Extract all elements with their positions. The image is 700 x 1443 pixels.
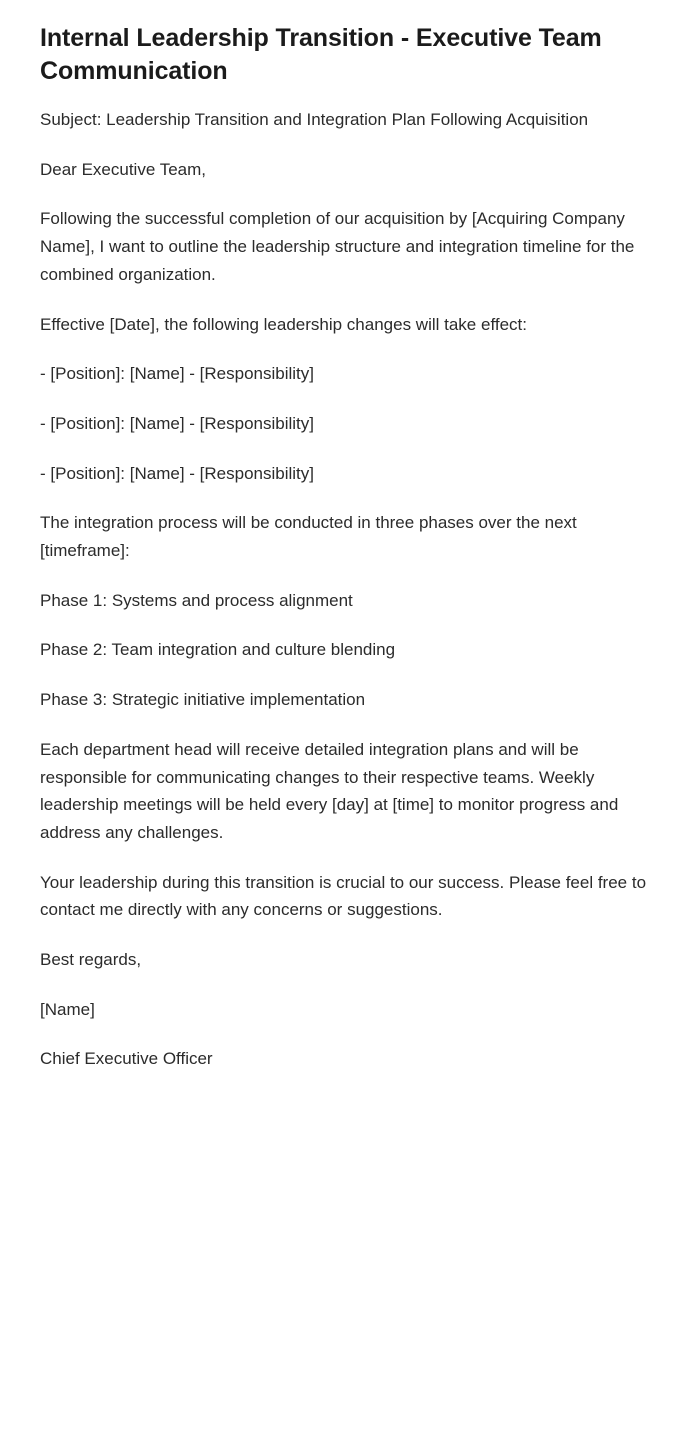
signoff-title: Chief Executive Officer <box>40 1049 213 1069</box>
paragraph-intro: Following the successful completion of our acquisition by [Acquiring Company Name], I want to outline the leadership structure and integration timeline for the combined organization. <box>40 209 635 284</box>
page-title: Internal Leadership Transition - Executive Team Communication <box>40 24 602 85</box>
list-item-position-2: - [Position]: [Name] - [Responsibility] <box>40 413 314 433</box>
list-item-phase-3: Phase 3: Strategic initiative implementation <box>40 690 366 710</box>
paragraph-integration-phases-intro: The integration process will be conducted in three phases over the next [timeframe]: <box>40 513 577 561</box>
list-item-phase-1: Phase 1: Systems and process alignment <box>40 590 353 610</box>
list-item-phase-2: Phase 2: Team integration and culture blending <box>40 640 396 660</box>
paragraph-closing-message: Your leadership during this transition is crucial to our success. Please feel free to contact me directly with any concerns or suggestions. <box>40 872 647 920</box>
paragraph-department-heads: Each department head will receive detailed integration plans and will be responsible for communicating changes to their respective teams. Weekly leadership meetings will be held every [day] at [time] to monitor progress and address any challenges. <box>40 739 619 842</box>
paragraph-effective-date: Effective [Date], the following leadership changes will take effect: <box>40 314 527 334</box>
list-item-position-1: - [Position]: [Name] - [Responsibility] <box>40 364 314 384</box>
paragraph-subject: Subject: Leadership Transition and Integration Plan Following Acquisition <box>40 110 589 129</box>
signoff-name: [Name] <box>40 999 95 1019</box>
paragraph-salutation: Dear Executive Team, <box>40 159 206 179</box>
signoff-best-regards: Best regards, <box>40 950 142 970</box>
list-item-position-3: - [Position]: [Name] - [Responsibility] <box>40 463 314 483</box>
